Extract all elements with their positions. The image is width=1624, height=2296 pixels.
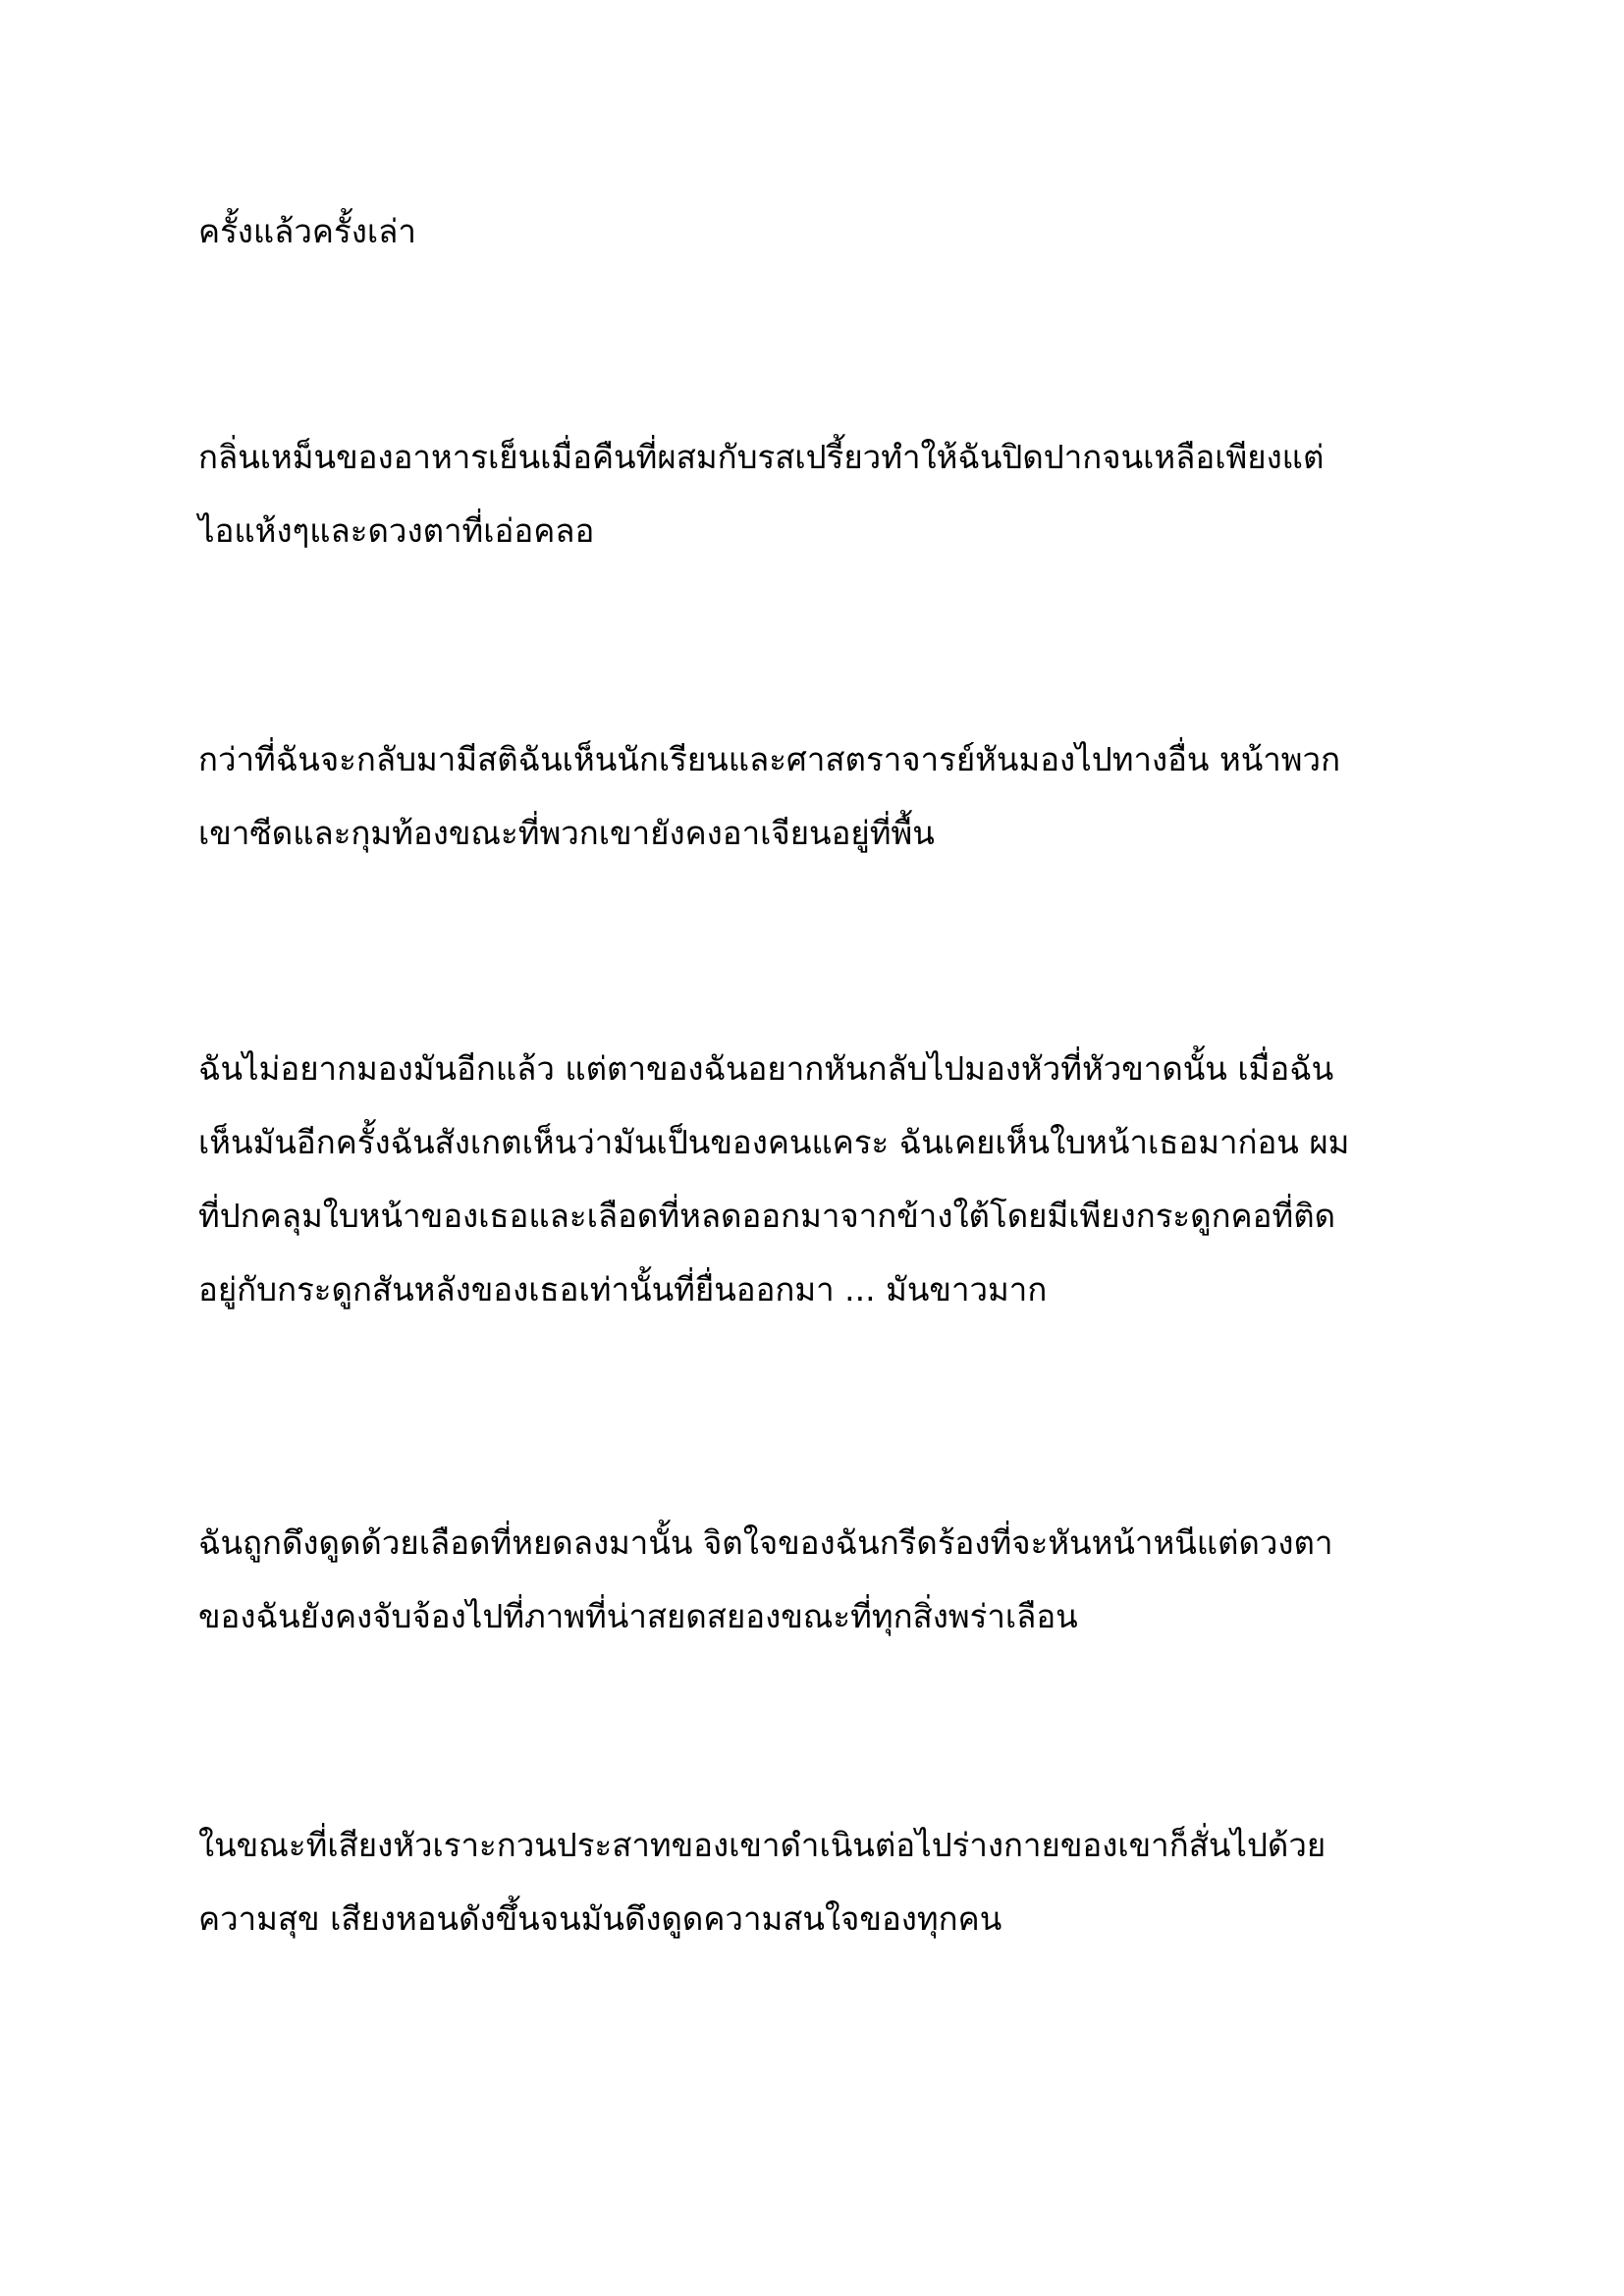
paragraph-6: ในขณะที่เสียงหัวเราะกวนประสาทของเขาดำเนินต่อไปร่างกายของเขาก็สั่นไปด้วย ความสุข เสียงหอนดังขึ้นจนมันดึงดูดความสนใจของทุกคน xyxy=(198,1826,1326,1938)
paragraph-5: ฉันถูกดึงดูดด้วยเลือดที่หยดลงมานั้น จิตใจของฉันกรีดร้องที่จะหันหน้าหนีแต่ดวงตา ของฉันยังคงจับจ้องไปที่ภาพที่น่าสยดสยองขณะที่ทุกสิ่งพร่าเลือน xyxy=(198,1523,1333,1635)
paragraph-4: ฉันไม่อยากมองมันอีกแล้ว แต่ตาของฉันอยากหันกลับไปมองหัวที่หัวขาดนั้น เมื่อฉัน เห็นมันอีกครั้งฉันสังเกตเห็นว่ามันเป็นของคนแคระ ฉันเคยเห็นใบหน้าเธอมาก่อน ผม ที่ปกคลุมใบหน้าของเธอและเลือดที่หลดออกมาจากข้างใต้โดยมีเพียงกระดูกคอที่ติด อยู่กับกระดูกสันหลังของเธอเท่านั้นที่ยื่นออกมา ... มันขาวมาก xyxy=(198,1049,1350,1308)
paragraph-1: ครั้งแล้วครั้งเล่า xyxy=(198,212,416,250)
paragraph-3: กว่าที่ฉันจะกลับมามีสติฉันเห็นนักเรียนและศาสตราจารย์หันมองไปทางอื่น หน้าพวก เขาซีดและกุมท้องขณะที่พวกเขายังคงอาเจียนอยู่ที่พื้น xyxy=(198,740,1341,852)
paragraph-2: กลิ่นเหม็นของอาหารเย็นเมื่อคืนที่ผสมกับรสเปรี้ยวทำให้ฉันปิดปากจนเหลือเพียงแต่ ไอแห้งๆและดวงตาที่เอ่อคลอ xyxy=(198,438,1325,550)
